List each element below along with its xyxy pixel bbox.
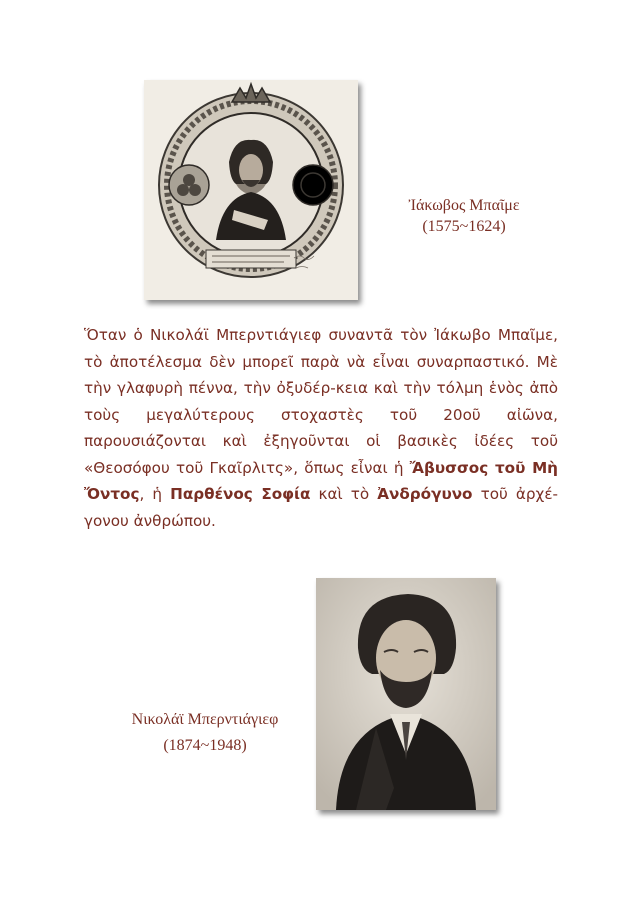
term-virgin-sophia: Παρθένος Σοφία (170, 485, 311, 503)
boehme-caption (368, 195, 560, 237)
term-abyss: Ἄβυσσος τοῦ Μὴ Ὄντος (84, 458, 558, 503)
berdyaev-years: (1874~1948) (163, 737, 247, 754)
paragraph-text-1: Ὅταν ὁ Νικολάϊ Μπερντιάγιεφ συναντᾶ τὸν Ἰάκωβο Μπαῖμε, τὸ ἀποτέλεσμα δὲν μπορεῖ παρὰ νὰ εἶναι συναρπαστικό. Μὲ τὴν γλαφυρὴ πέννα, τὴν ὀξυδέρ-κεια καὶ τὴν τόλμη ἑνὸς ἀπὸ τοὺς μεγαλύτερους στοχαστὲς τοῦ 20οῦ αἰῶνα, παρουσιάζονται καὶ ἐξηγοῦνται οἱ βασικὲς ἰδέες τοῦ «Θεοσόφου τοῦ Γκαῖρλιτς», ὅπως εἶναι ἡ (84, 326, 558, 477)
berdyaev-caption (100, 707, 310, 759)
boehme-name: Ἰάκωβος Μπαῖμε (408, 197, 520, 214)
paragraph-text-2: , ἡ (139, 485, 171, 503)
paragraph-text-4: τοῦ ἀρχέ-γονου ἀνθρώπου. (84, 485, 559, 530)
term-androgyne: Ἀνδρόγυνο (377, 485, 473, 503)
boehme-years: (1575~1624) (422, 218, 506, 235)
berdyaev-photo-image (316, 578, 496, 810)
description-paragraph (84, 322, 558, 534)
paragraph-text-3: καὶ τὸ (310, 485, 378, 503)
boehme-engraving-image (144, 80, 358, 300)
berdyaev-name: Νικολάϊ Μπερντιάγιεφ (131, 711, 279, 728)
